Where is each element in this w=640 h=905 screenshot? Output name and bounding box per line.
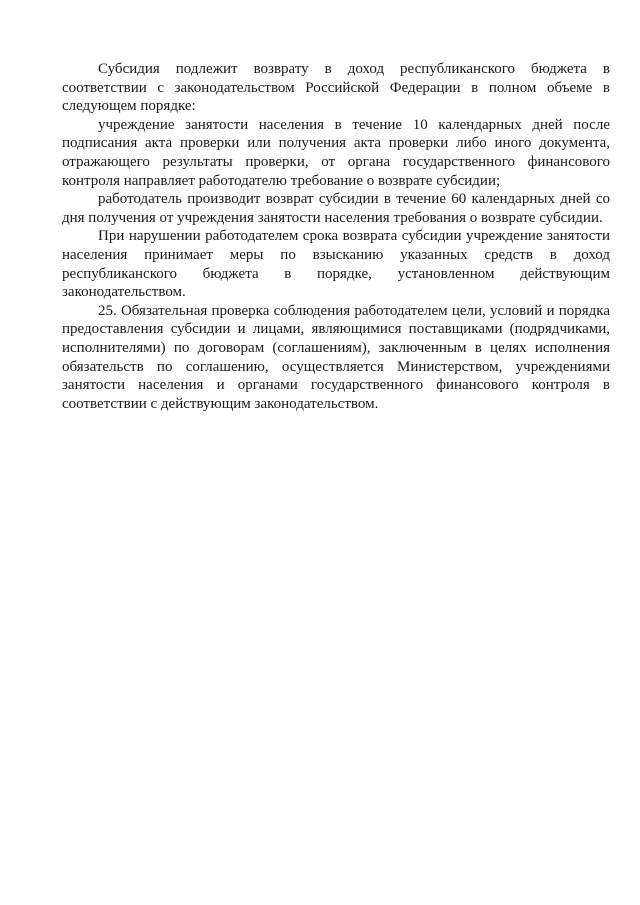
paragraph-recovery-measures: При нарушении работодателем срока возврата субсидии учреждение занятости населения принимает меры по взысканию указанных средств в доход республиканского бюджета в порядке, установленном действующим законодательством.	[62, 228, 610, 301]
paragraph-employment-office-demand: учреждение занятости населения в течение 10 календарных дней после подписания акта проверки или получения акта проверки либо иного документа, отражающего результаты проверки, от органа государственного финансового контроля направляет работодателю требование о возврате субсидии;	[62, 116, 610, 189]
paragraph-subsidy-return: Субсидия подлежит возврату в доход республиканского бюджета в соответствии с законодательством Российской Федерации в полном объеме в следующем порядке:	[62, 61, 610, 115]
document-body	[62, 60, 610, 413]
paragraph-clause-25: 25. Обязательная проверка соблюдения работодателем цели, условий и порядка предоставления субсидии и лицами, являющимися поставщиками (подрядчиками, исполнителями) по договорам (соглашениям), заключенным в целях исполнения обязательств по соглашению, осуществляется Министерством, учреждениями занятости населения и органами государственного финансового контроля в соответствии с действующим законодательством.	[62, 302, 610, 412]
paragraph-employer-return: работодатель производит возврат субсидии в течение 60 календарных дней со дня получения от учреждения занятости населения требования о возврате субсидии.	[62, 191, 610, 226]
